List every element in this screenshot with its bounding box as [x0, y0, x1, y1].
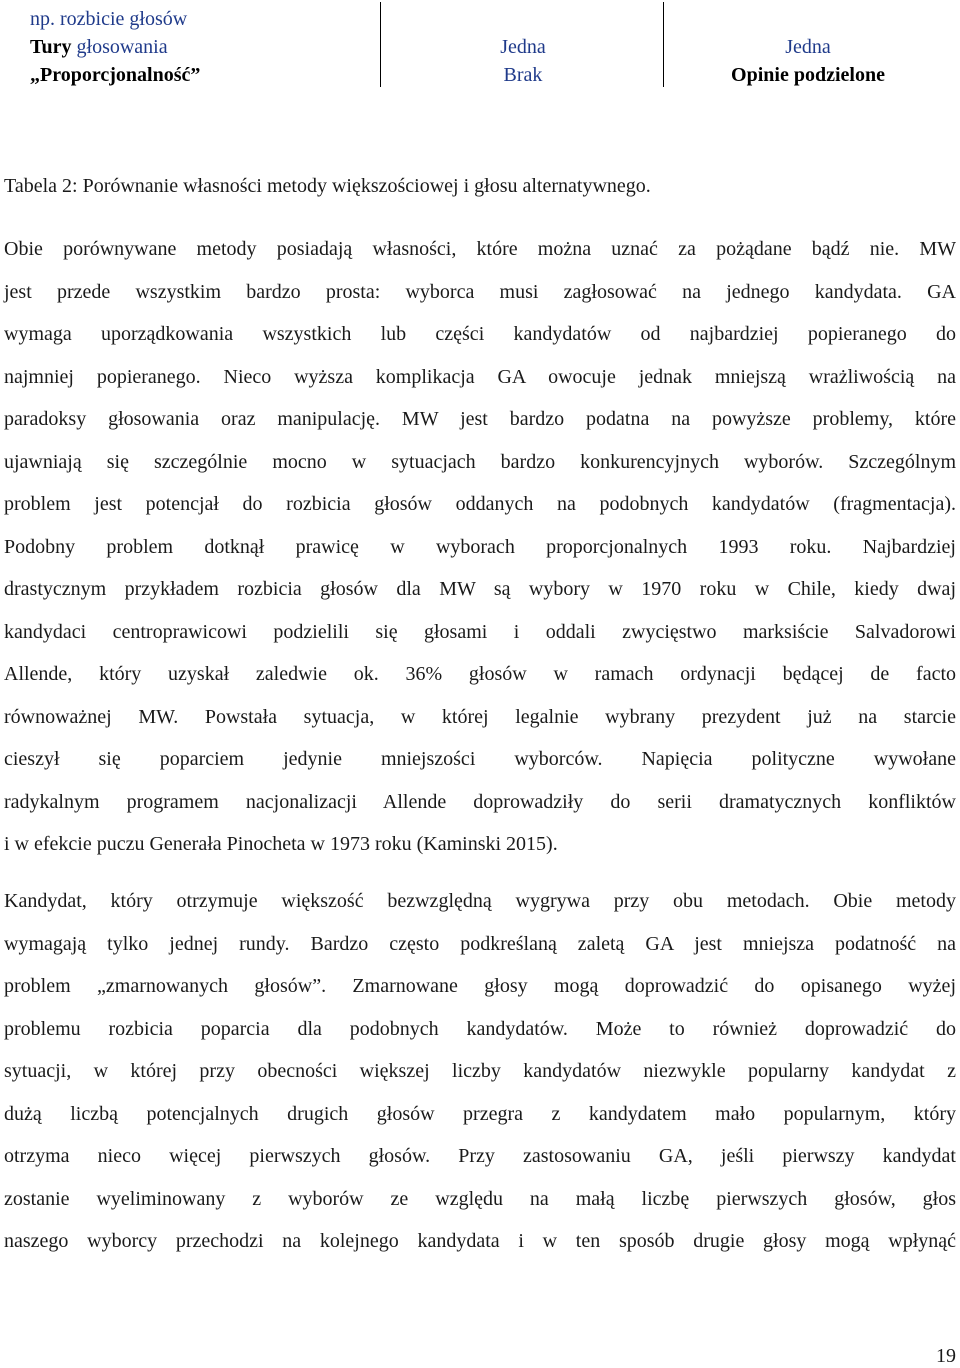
text-line: Obie porównywane metody posiadają własności, które można uznać za pożądane bądź nie. MW: [4, 238, 956, 260]
text-line: Kandydat, który otrzymuje większość bezwzględną wygrywa przy obu metodach. Obie metody: [4, 890, 956, 912]
text-line: dużą liczbą potencjalnych drugich głosów przegra z kandydatem mało popularnym, który: [4, 1102, 956, 1125]
text-line: paradoksy głosowania oraz manipulację. MW jest bardzo podatna na powyższe problemy, które: [4, 408, 956, 430]
table-cell-criterion: [30, 5, 370, 89]
table-column-divider: [380, 2, 381, 87]
text-line: otrzyma nieco więcej pierwszych głosów. Przy zastosowaniu GA, jeśli pierwszy kandydat: [4, 1145, 956, 1167]
text-line: ujawniają się szczególnie mocno w sytuacjach bardzo konkurencyjnych wyborów. Szczególnym: [4, 450, 956, 473]
table-row-label-rounds-rest: głosowania: [71, 36, 168, 58]
table-value-ga-rounds: Jedna: [785, 36, 831, 58]
text-line: problem „zmarnowanych głosów”. Zmarnowane głosy mogą doprowadzić do opisanego wyżej: [4, 975, 956, 997]
text-line: najmniej popieranego. Nieco wyższa komplikacja GA owocuje jednak mniejszą wrażliwością na: [4, 365, 956, 388]
table-row-label-vote-splitting: np. rozbicie głosów: [30, 8, 188, 30]
table-cell-mw: [382, 33, 664, 89]
text-line: równoważnej MW. Powstała sytuacja, w której legalnie wybrany prezydent już na starcie: [4, 705, 956, 728]
text-line: zostanie wyeliminowany z wyborów ze względu na małą liczbę pierwszych głosów, głos: [4, 1187, 956, 1210]
table-fragment: [0, 0, 960, 96]
body-paragraph-1: [4, 228, 956, 866]
text-line: wymagają tylko jednej rundy. Bardzo często podkreślaną zaletą GA jest mniejsza podatność na: [4, 932, 956, 955]
table-value-mw-proportionality: Brak: [503, 64, 543, 86]
table-row-label-proportionality: „Proporcjonalność”: [30, 64, 201, 86]
text-line: sytuacji, w której przy obecności większej liczby kandydatów niezwykle popularny kandydat z: [4, 1060, 956, 1082]
table-cell-ga: [666, 33, 950, 89]
text-line: kandydaci centroprawicowi podzielili się głosami i oddali zwycięstwo marksiście Salvadorowi: [4, 620, 956, 643]
table-row-label-rounds-bold: Tury: [30, 36, 72, 58]
text-line: i w efekcie puczu Generała Pinocheta w 1973 roku (Kaminski 2015).: [4, 833, 558, 855]
text-line: problemu rozbicia poparcia dla podobnych kandydatów. Może to również doprowadzić do: [4, 1017, 956, 1040]
text-line: drastycznym przykładem rozbicia głosów dla MW są wybory w 1970 roku w Chile, kiedy dwaj: [4, 578, 956, 600]
table-caption: Tabela 2: Porównanie własności metody większościowej i głosu alternatywnego.: [4, 175, 651, 197]
text-line: jest przede wszystkim bardzo prosta: wyborca musi zagłosować na jednego kandydata. GA: [4, 280, 956, 303]
table-value-ga-proportionality: Opinie podzielone: [731, 64, 885, 86]
table-column-divider: [663, 2, 664, 87]
text-line: problem jest potencjał do rozbicia głosów oddanych na podobnych kandydatów (fragmentacja).: [4, 493, 956, 515]
body-paragraph-2: [4, 880, 956, 1263]
text-line: wymaga uporządkowania wszystkich lub części kandydatów od najbardziej popieranego do: [4, 323, 956, 345]
text-line: cieszył się poparciem jedynie mniejszości wyborców. Napięcia polityczne wywołane: [4, 748, 956, 770]
text-line: naszego wyborcy przechodzi na kolejnego kandydata i w ten sposób drugie głosy mogą wpłynąć: [4, 1230, 956, 1252]
table-value-mw-rounds: Jedna: [500, 36, 546, 58]
text-line: Allende, który uzyskał zaledwie ok. 36% głosów w ramach ordynacji będącej de facto: [4, 663, 956, 685]
page-number: 19: [936, 1345, 956, 1367]
text-line: Podobny problem dotknął prawicę w wyborach proporcjonalnych 1993 roku. Najbardziej: [4, 535, 956, 558]
text-line: radykalnym programem nacjonalizacji Allende doprowadziły do serii dramatycznych konfliktów: [4, 790, 956, 813]
